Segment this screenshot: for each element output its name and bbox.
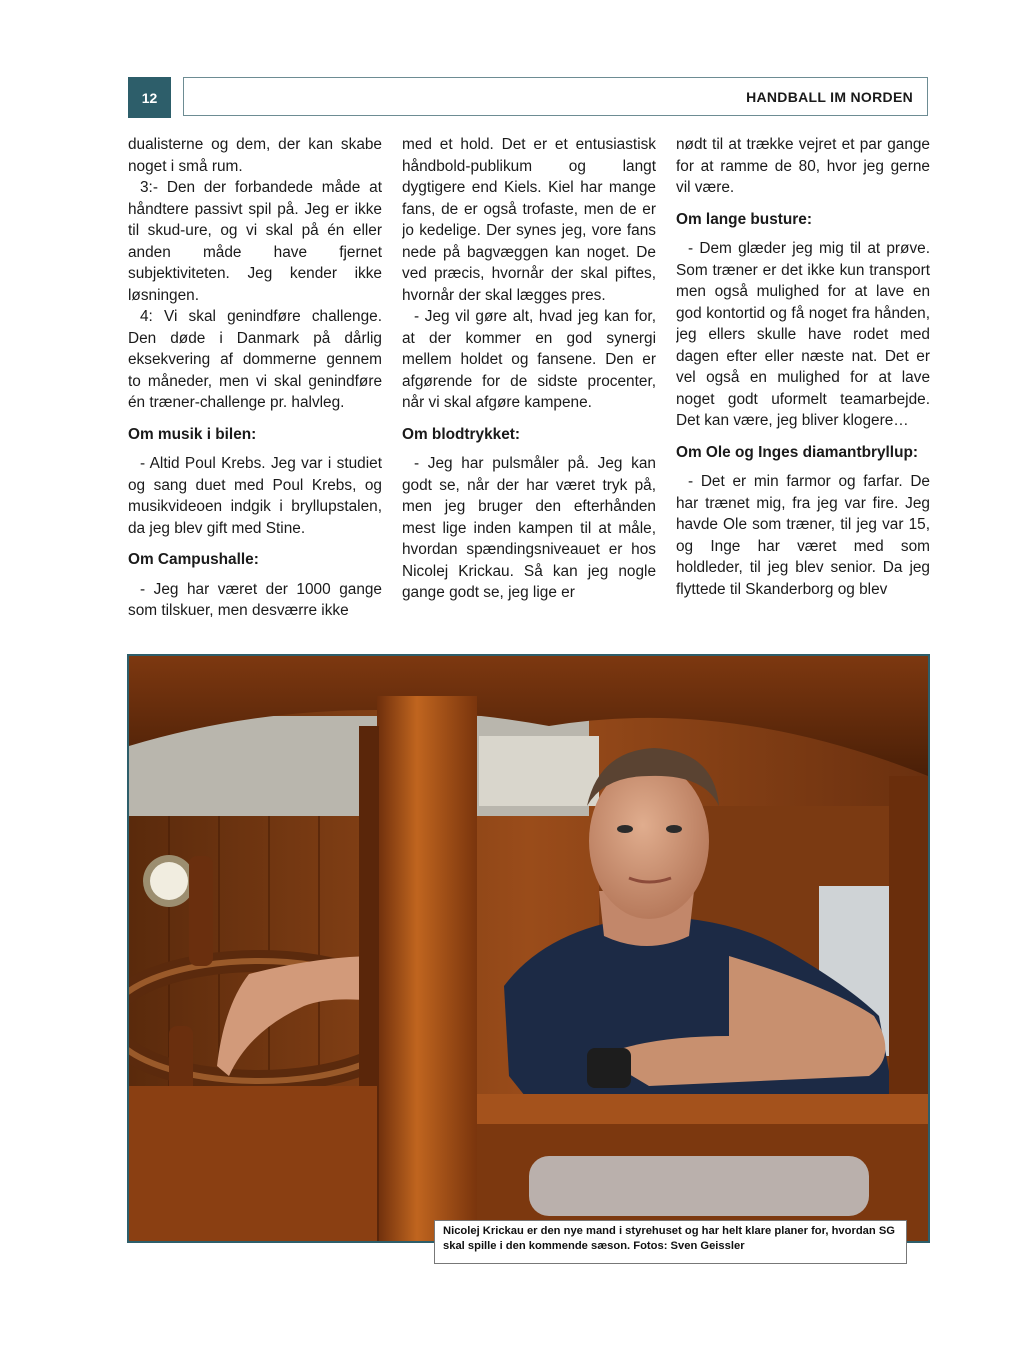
section-heading: Om Ole og Inges diamantbryllup: [676, 443, 919, 461]
body-paragraph: 3:- Den der forbandede måde at håndtere passivt spil på. Jeg er ikke til skud-ure, og vi skal på én eller anden måde have fjernet subjektiviteten. Jeg kender ikke løsningen. [128, 179, 382, 304]
body-paragraph: med et hold. Det er et entusiastisk håndbold-publikum og langt dygtigere end Kiels. Kiel har mange fans, de er også trofaste, men de er jo kedelige. Der synes jeg, vore fans nede på bagvæggen kan noget. De ved præcis, hvornår der skal piftes, hvornår der skal lægges pres. [402, 136, 656, 304]
text-column-3 [676, 134, 930, 628]
section-heading: Om blodtrykket: [402, 425, 521, 443]
text-column-1 [128, 134, 382, 628]
text-column-2 [402, 134, 656, 628]
body-paragraph: - Altid Poul Krebs. Jeg var i studiet og sang duet med Poul Krebs, og musikvideoen indgik i bryllupstalen, da jeg blev gift med Stine. [128, 455, 382, 537]
page-number: 12 [128, 77, 171, 118]
body-paragraph: - Jeg har været der 1000 gange som tilskuer, men desværre ikke [128, 580, 382, 619]
portrait-photo [127, 654, 930, 1243]
body-paragraph: - Det er min farmor og farfar. De har trænet mig, fra jeg var fire. Jeg havde Ole som træner, til jeg var 15, og Inge har været med som holdleder, til jeg blev senior. Da jeg flyttede til Skanderborg og blev [676, 473, 930, 598]
body-paragraph: - Dem glæder jeg mig til at prøve. Som træner er det ikke kun transport men også mulighed for at lave en god kontortid og få noget fra hånden, jeg ellers skulle have rodet med dagen efter eller næste nat. Det er vel også en mulighed for at lave noget godt uformelt teamarbejde. Det kan være, jeg bliver klogere… [676, 240, 930, 429]
section-header [183, 77, 928, 116]
section-heading: Om lange busture: [676, 210, 812, 228]
section-heading: Om musik i bilen: [128, 425, 257, 443]
photo-illustration [129, 656, 928, 1241]
body-paragraph: 4: Vi skal genindføre challenge. Den døde i Danmark på dårlig eksekvering af dommerne gennem to måneder, men vi skal genindføre én træner-challenge pr. halvleg. [128, 308, 382, 411]
body-paragraph: nødt til at trække vejret et par gange for at ramme de 80, hvor jeg gerne vil være. [676, 136, 930, 196]
photo-caption: Nicolej Krickau er den nye mand i styrehuset og har helt klare planer for, hvordan SG skal spille i den kommende sæson. Fotos: Sven Geissler [434, 1220, 907, 1264]
section-heading: Om Campushalle: [128, 551, 259, 568]
body-paragraph: - Jeg vil gøre alt, hvad jeg kan for, at der kommer en god synergi mellem holdet og fansene. Den er afgørende for de sidste procenter, når vi skal afgøre kampene. [402, 308, 656, 411]
body-paragraph: - Jeg har pulsmåler på. Jeg kan godt se, når der har været tryk på, men jeg bruger den efterhånden mest lige inden kampen til at måle, hvordan spændingsniveauet er hos Nicolej Krickau. Så kan jeg nogle gange godt se, jeg lige er [402, 455, 656, 601]
body-paragraph: dualisterne og dem, der kan skabe noget i små rum. [128, 136, 382, 175]
section-title: HANDBALL IM NORDEN [746, 88, 913, 105]
